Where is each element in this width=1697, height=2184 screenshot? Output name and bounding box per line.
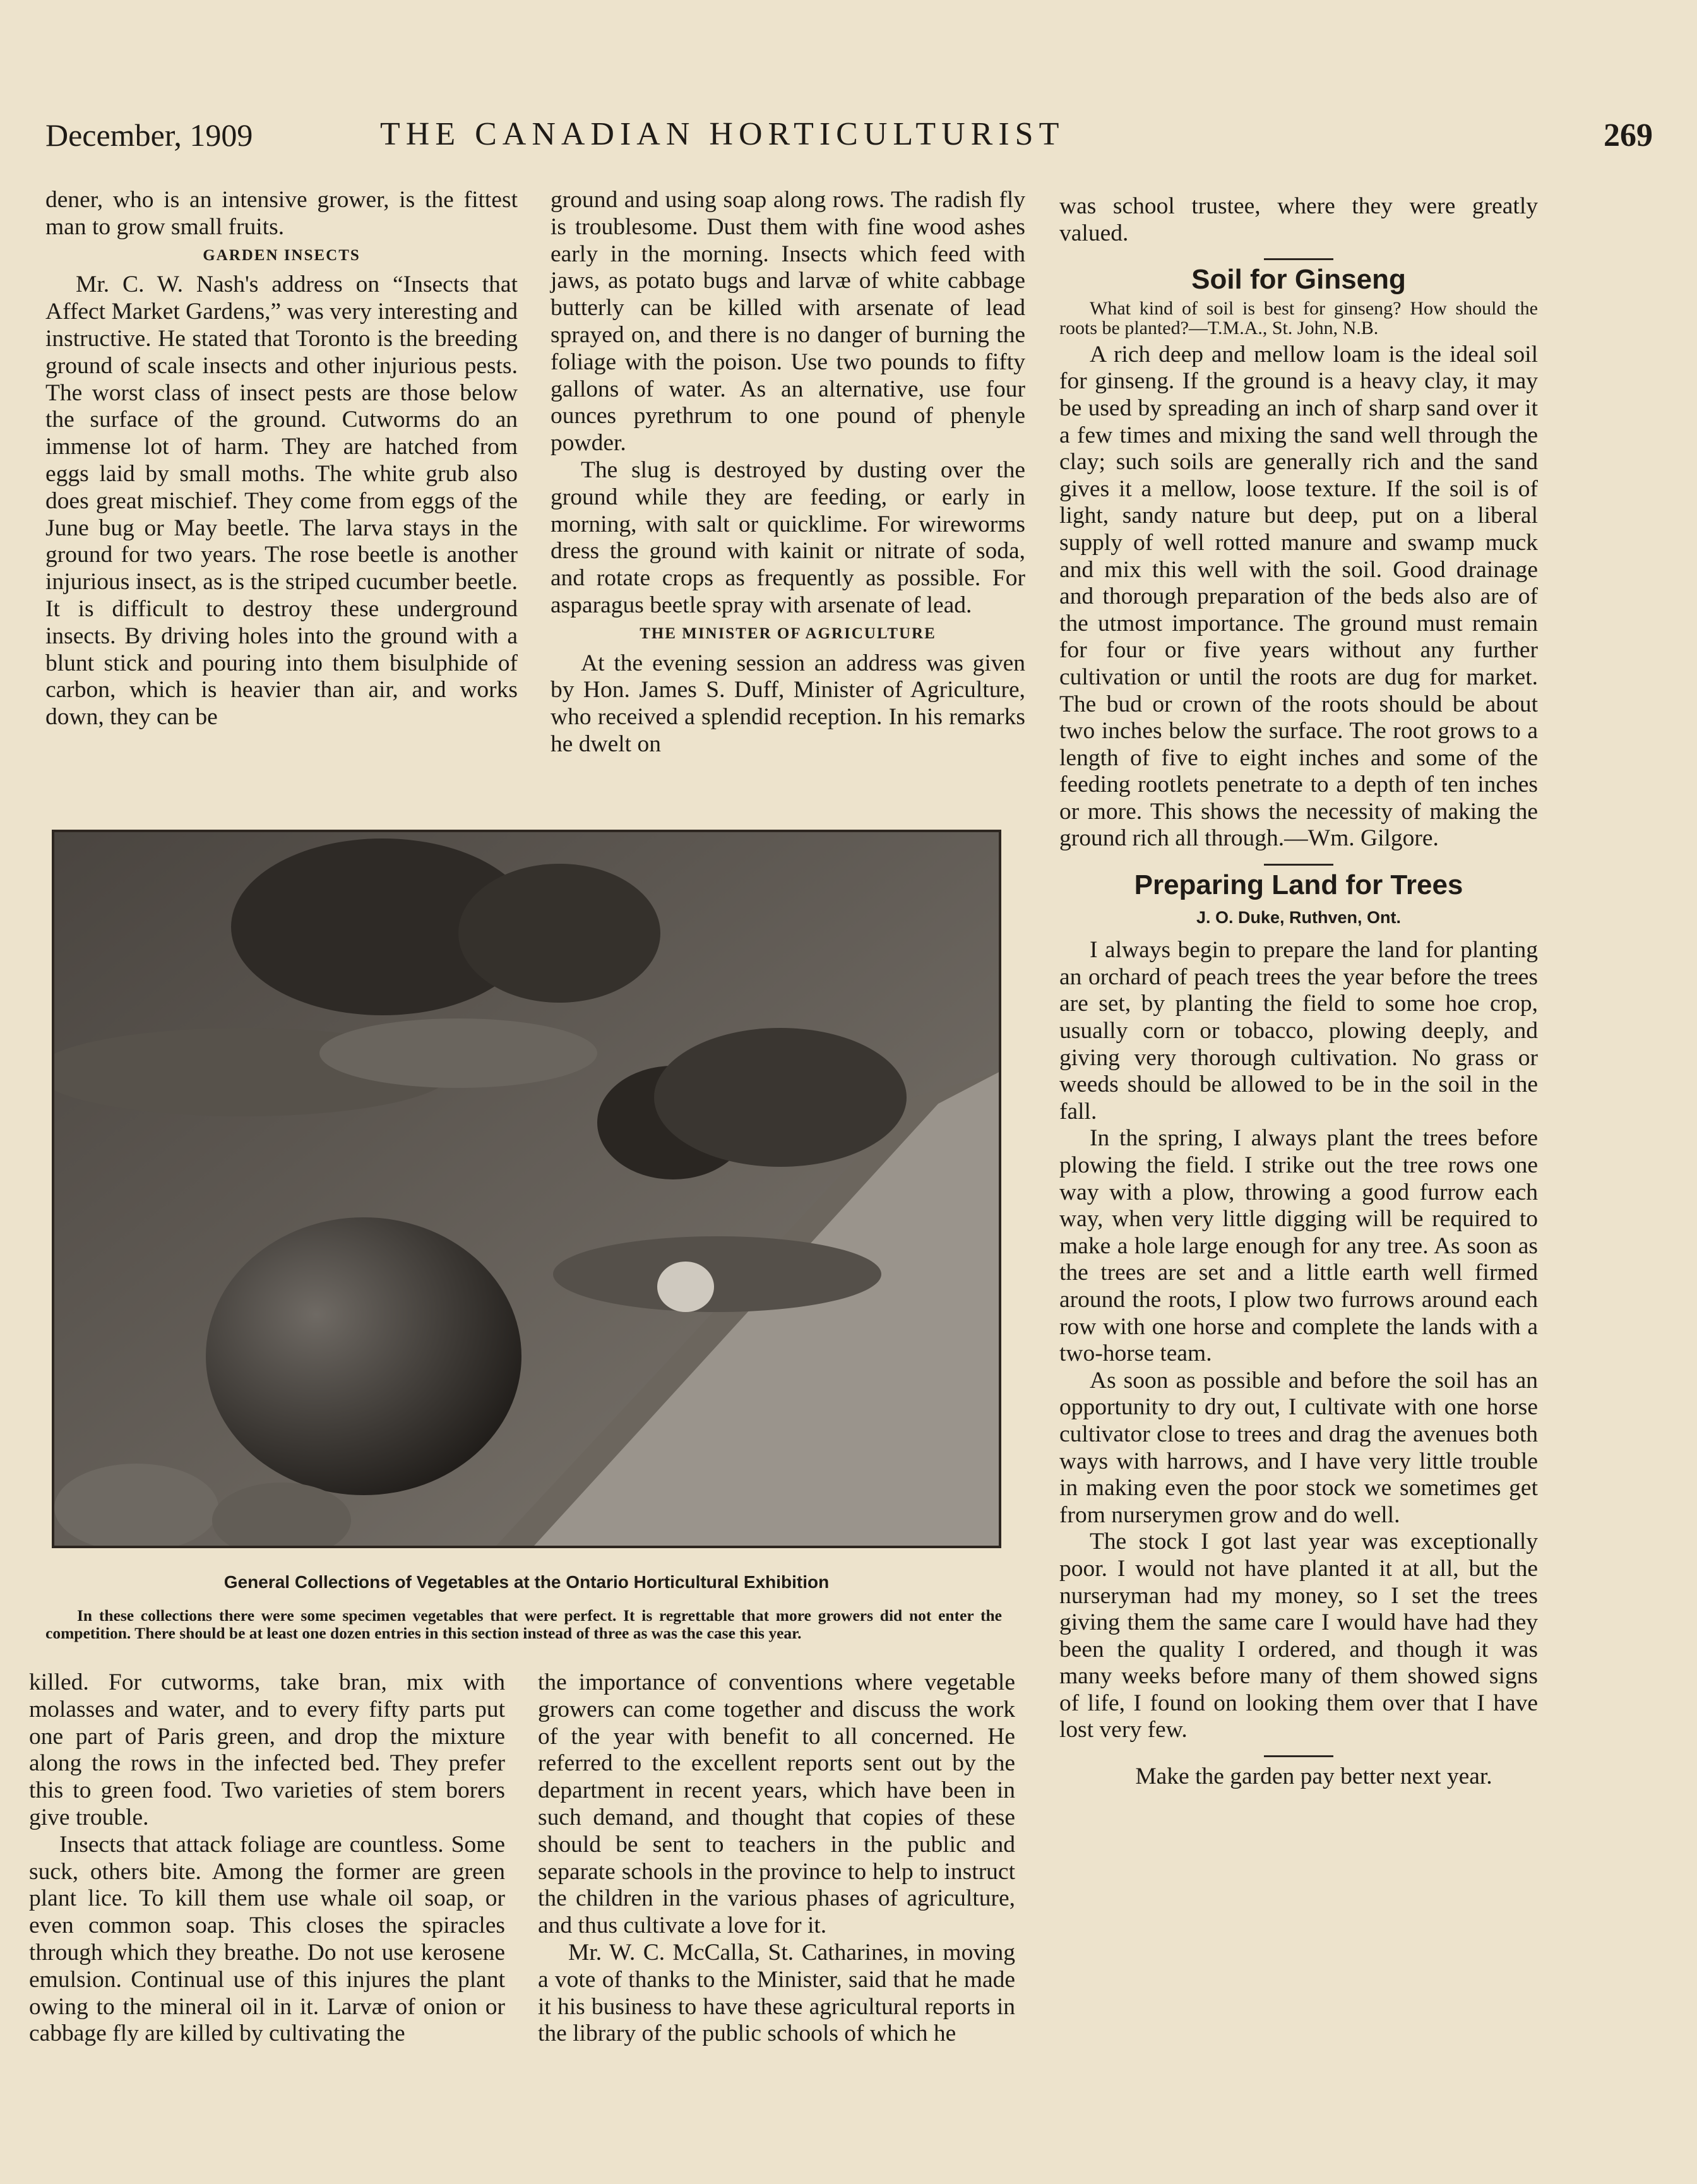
paragraph: As soon as possible and before the soil has an opportunity to dry out, I cultivate with one horse cultivator close to trees and drag the avenues both ways with harrows, and I have very little trouble in making even the poor stock we sometimes get from nurserymen grow and do well. — [1059, 1367, 1538, 1528]
column-2-top — [551, 187, 1025, 758]
column-1-top — [45, 187, 518, 731]
vegetable-display-illustration — [54, 832, 999, 1546]
paragraph: The slug is destroyed by dusting over the ground while they are feeding, or early in morning, with salt or quicklime. For wireworms dress the ground with kainit or nitrate of soda, and rotate crops as frequently as possible. For asparagus beetle spray with arsenate of lead. — [551, 456, 1025, 618]
byline: J. O. Duke, Ruthven, Ont. — [1196, 907, 1402, 927]
article-title-trees: Preparing Land for Trees — [1134, 869, 1463, 901]
paragraph: I always begin to prepare the land for planting an orchard of peach trees the year before the trees are set, by planting the field to some hoe crop, usually corn or tobacco, plowing deeply, and giving very thorough cultivation. No grass or weeds should be allowed to be in the soil in the fall. — [1059, 937, 1538, 1125]
paragraph: the importance of conventions where vegetable growers can come together and discuss the work of the year with benefit to all concerned. He referred to the excellent reports sent out by the department in recent years, which have been in such demand, and thought that copies of these should be sent to teachers in the public and separate schools in the province to help to instruct the children in the various phases of agriculture, and thus cultivate a love for it. — [538, 1669, 1015, 1939]
section-heading-minister: THE MINISTER OF AGRICULTURE — [640, 624, 936, 642]
paragraph: was school trustee, where they were greatly valued. — [1059, 193, 1538, 246]
divider-rule — [1264, 258, 1333, 260]
paragraph: At the evening session an address was given by Hon. James S. Duff, Minister of Agriculture, who received a splendid reception. In his remarks he dwelt on — [551, 650, 1025, 757]
paragraph: In the spring, I always plant the trees before plowing the field. I strike out the tree rows one way with a plow, throwing a good furrow each way, when very little digging will be required to make a hole large enough for any tree. As soon as the trees are set and a little earth well firmed around the roots, I plow two furrows around each row with one horse and complete the lands with a two-horse team. — [1059, 1125, 1538, 1367]
column-1-bottom — [29, 1669, 505, 2048]
paragraph: dener, who is an intensive grower, is the fittest man to grow small fruits. — [45, 187, 518, 240]
column-2-bottom — [538, 1669, 1015, 2048]
reader-question: What kind of soil is best for ginseng? How should the roots be planted?—T.M.A., St. John, N.B. — [1059, 297, 1538, 338]
vegetable-exhibition-photo — [52, 830, 1001, 1548]
issue-date: December, 1909 — [45, 117, 253, 153]
paragraph: Mr. W. C. McCalla, St. Catharines, in moving a vote of thanks to the Minister, said that he made it his business to have these agricultural reports in the library of the public schools of which he — [538, 1939, 1015, 2047]
running-header — [45, 117, 1653, 167]
divider-rule — [1264, 864, 1333, 866]
column-3 — [1059, 193, 1538, 1791]
section-heading-garden-insects: GARDEN INSECTS — [203, 246, 360, 264]
paragraph: ground and using soap along rows. The radish fly is troublesome. Dust them with fine wood ashes early in the morning. Insects which feed with jaws, as potato bugs and larvæ of white cabbage butterly can be killed with arsenate of lead sprayed on, and there is no danger of burning the foliage with the poison. Use two pounds to fifty gallons of water. As an alternative, use four ounces pyrethrum to one pound of phenyle powder. — [551, 187, 1025, 456]
paragraph: The stock I got last year was exceptionally poor. I would not have planted it at all, but the nurseryman had my money, so I set the trees giving them the same care I would have had they been the quality I ordered, and though it was many weeks before many of them showed signs of life, I found on looking them over that I have lost very few. — [1059, 1529, 1538, 1743]
photo-caption-title: General Collections of Vegetables at the Ontario Horticultural Exhibition — [223, 1572, 830, 1592]
paragraph: killed. For cutworms, take bran, mix with molasses and water, and to every fifty parts put one part of Paris green, and drop the mixture along the rows in the infected bed. They prefer this to green food. Two varieties of stem borers give trouble. — [29, 1669, 505, 1830]
article-title-ginseng: Soil for Ginseng — [1191, 264, 1406, 295]
photo-caption-text: In these collections there were some specimen vegetables that were perfect. It is regrettable that more growers did not enter the competition. There should be at least one dozen entries in this section instead of three as was the case this year. — [45, 1606, 1002, 1642]
closing-line: Make the garden pay better next year. — [1135, 1763, 1492, 1790]
paragraph: Mr. C. W. Nash's address on “Insects that Affect Market Gardens,” was very interesting and instructive. He stated that Toronto is the breeding ground of scale insects and other injurious pests. The worst class of insect pests are those below the surface of the ground. Cutworms do an immense lot of harm. They are hatched from eggs laid by small moths. The white grub also does great mischief. They come from eggs of the June bug or May beetle. The larva stays in the ground for two years. The rose beetle is another injurious insect, as is the striped cucumber beetle. It is difficult to destroy these underground insects. By driving holes into the ground with a blunt stick and pouring into them bisulphide of carbon, which is heavier than air, and works down, they can be — [45, 272, 518, 731]
magazine-title: THE CANADIAN HORTICULTURIST — [380, 116, 1065, 152]
page-number: 269 — [1604, 117, 1653, 153]
paragraph: A rich deep and mellow loam is the ideal soil for ginseng. If the ground is a heavy clay, it may be used by spreading an inch of sharp sand over it a few times and mixing the sand well through the clay; such soils are generally rich and the sand gives it a mellow, loose texture. If the soil is of light, sandy nature but deep, put on a liberal supply of well rotted manure and swamp muck and mix this well with the soil. Good drainage and thorough preparation of the beds also are of the utmost importance. The ground must remain for four or five years without any further cultivation or until the roots are dug for market. The bud or crown of the roots should be about two inches below the surface. The root grows to a length of five to eight inches and some of the feeding rootlets penetrate to a depth of ten inches or more. This shows the necessity of making the ground rich all through.—Wm. Gilgore. — [1059, 341, 1538, 852]
divider-rule — [1264, 1755, 1333, 1757]
paragraph: Insects that attack foliage are countless. Some suck, others bite. Among the former are green plant lice. To kill them use whale oil soap, or even common soap. This closes the spiracles through which they breathe. Do not use kerosene emulsion. Continual use of this injures the plant owing to the mineral oil in it. Larvæ of onion or cabbage fly are killed by cultivating the — [29, 1831, 505, 2047]
